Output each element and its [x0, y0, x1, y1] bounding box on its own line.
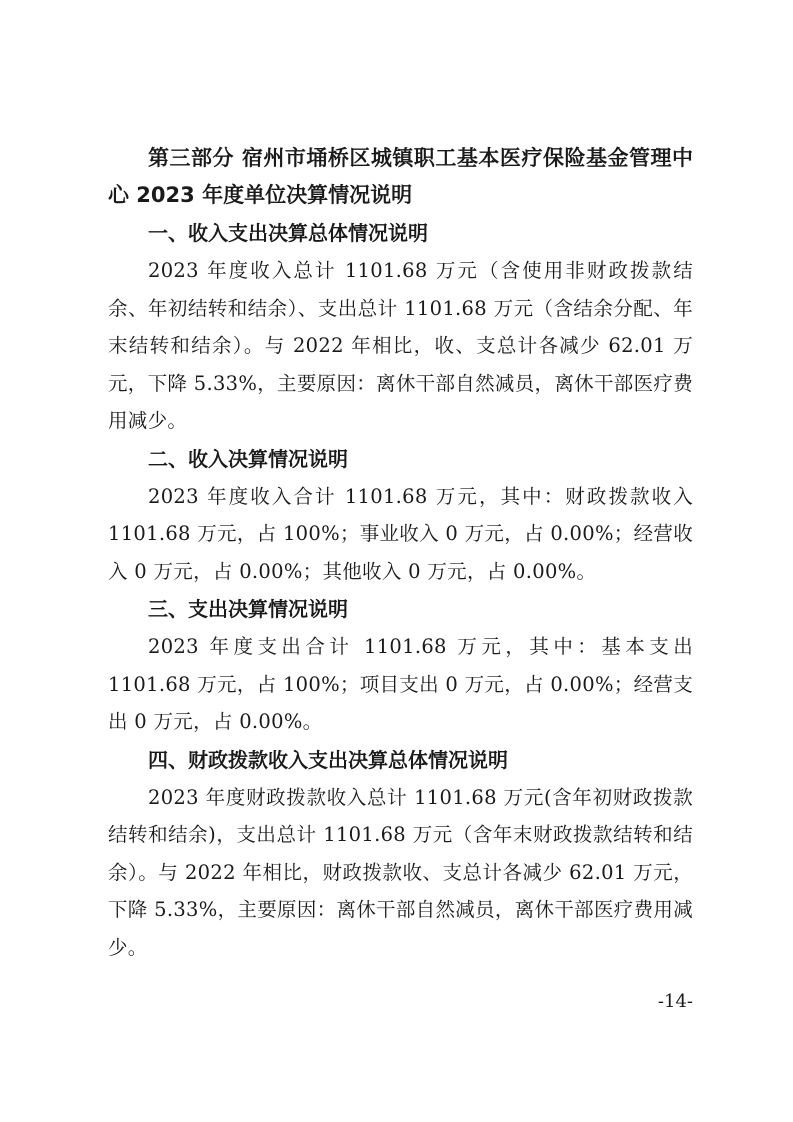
section-heading-overall: 一、收入支出决算总体情况说明 — [148, 221, 428, 245]
section-text-overall: 2023 年度收入总计 1101.68 万元（含使用非财政拨款结余、年初结转和结余）、支出总计 1101.68 万元（含结余分配、年末结转和结余）。与 2022 年相比，收、支总计各减少 62.01 万元，下降 5.33%，主要原因：离休干部自然减员，离休干部医疗费用减少。 — [108, 259, 693, 432]
document-title: 第三部分 宿州市埇桥区城镇职工基本医疗保险基金管理中心 2023 年度单位决算情况说明 — [108, 146, 693, 207]
section-text-fiscal-appropriation: 2023 年度财政拨款收入总计 1101.68 万元(含年初财政拨款结转和结余)，支出总计 1101.68 万元（含年末财政拨款结转和结余）。与 2022 年相比，财政拨款收、支总计各减少 62.01 万元，下降 5.33%，主要原因：离休干部自然减员，离休干部医疗费用减少。 — [108, 785, 693, 959]
section-heading-fiscal-appropriation: 四、财政拨款收入支出决算总体情况说明 — [148, 747, 508, 772]
document-body — [108, 140, 693, 966]
section-heading-expenditure: 三、支出决算情况说明 — [148, 597, 348, 621]
section-heading-income: 二、收入决算情况说明 — [148, 446, 348, 471]
page-number: -14- — [657, 991, 693, 1012]
section-text-income: 2023 年度收入合计 1101.68 万元，其中：财政拨款收入 1101.68 万元，占 100%；事业收入 0 万元，占 0.00%；经营收入 0 万元，占 0.00%；其他收入 0 万元，占 0.00%。 — [108, 484, 693, 583]
section-text-expenditure: 2023 年度支出合计 1101.68 万元，其中：基本支出 1101.68 万元，占 100%；项目支出 0 万元，占 0.00%；经营支出 0 万元，占 0.00%。 — [108, 635, 693, 733]
